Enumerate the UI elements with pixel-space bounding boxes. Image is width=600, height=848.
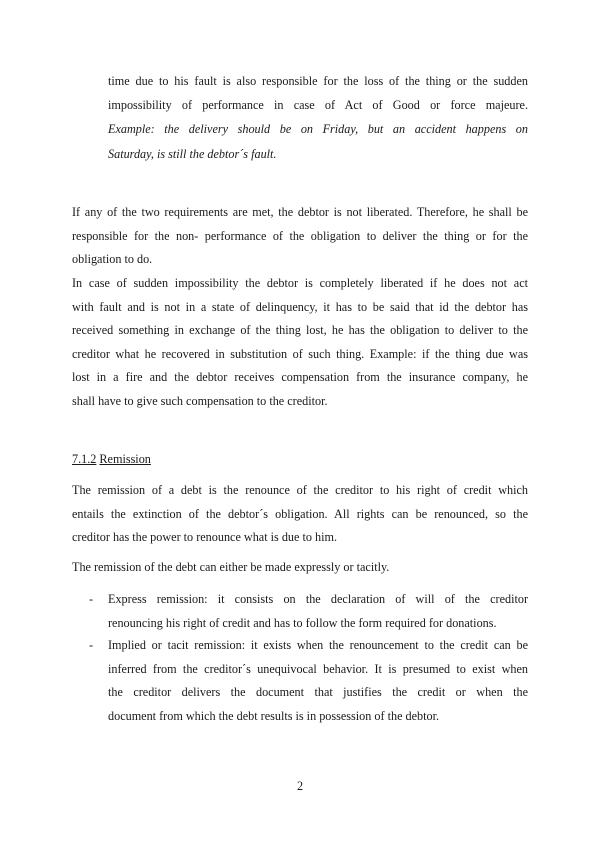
text-line: Express remission: it consists on the declaration of will of the creditor	[108, 592, 528, 606]
text-line: with fault and is not in a state of delinquency, it has to be said that id the debtor has	[72, 299, 528, 314]
bullet-item	[0, 634, 600, 728]
text-line: entails the extinction of the debtor´s obligation. All rights can be renounced, so the	[72, 506, 528, 521]
continued-list-item	[108, 69, 528, 166]
text-line: obligation to do.	[72, 252, 153, 266]
text-line: shall have to give such compensation to the creditor.	[72, 393, 328, 408]
page-number: 2	[296, 779, 304, 793]
text-line: responsible for the non- performance of the obligation to deliver the thing or for the	[72, 228, 528, 243]
bullet-item	[0, 588, 600, 635]
bullet-dash: -	[89, 592, 94, 606]
text-line: the creditor delivers the document that justifies the credit or when the	[108, 685, 528, 699]
paragraph-remission	[72, 479, 528, 550]
paragraph-forms	[72, 556, 528, 580]
text-line: received something in exchange of the thing lost, he has the obligation to deliver to the	[72, 323, 528, 337]
text-line: creditor has the power to renounce what is due to him.	[72, 530, 338, 544]
paragraph-impossibility	[72, 272, 528, 413]
text-line: renouncing his right of credit and has to follow the form required for donations.	[108, 615, 497, 630]
example-line: Example: the delivery should be on Friday, but an accident happens on	[108, 122, 528, 137]
text-line: document from which the debt results is in possession of the debtor.	[108, 708, 440, 723]
text-line: time due to his fault is also responsible for the loss of the thing or the sudden	[108, 74, 528, 88]
text-line: creditor what he recovered in substitution of such thing. Example: if the thing due was	[72, 346, 528, 361]
text-line: lost in a fire and the debtor receives compensation from the insurance company, he	[72, 370, 528, 384]
bullet-dash: -	[89, 638, 94, 652]
text-line: The remission of the debt can either be made expressly or tacitly.	[72, 560, 390, 574]
text-line: impossibility of performance in case of Act of Good or force majeure.	[108, 98, 528, 113]
section-number: 7.1.2	[72, 452, 97, 466]
text-line: The remission of a debt is the renounce of the creditor to his right of credit which	[72, 483, 528, 497]
text-line: In case of sudden impossibility the debtor is completely liberated if he does not act	[72, 276, 528, 290]
text-line: inferred from the creditor´s unequivocal behavior. It is presumed to exist when	[108, 661, 528, 676]
text-line: Implied or tacit remission: it exists when the renouncement to the credit can be	[108, 638, 528, 652]
text-line: If any of the two requirements are met, the debtor is not liberated. Therefore, he shall be	[72, 205, 528, 219]
paragraph-requirements	[72, 201, 528, 272]
section-title: Remission	[99, 452, 151, 466]
example-line: Saturday, is still the debtor´s fault.	[108, 146, 277, 161]
section-heading	[72, 449, 151, 469]
